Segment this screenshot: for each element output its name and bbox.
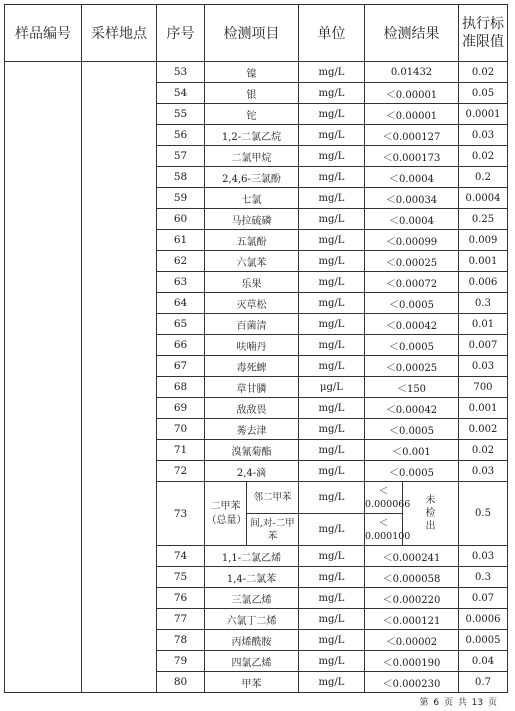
seq-cell: 76 bbox=[157, 588, 205, 609]
header-item: 检测项目 bbox=[205, 5, 299, 62]
seq-cell: 64 bbox=[157, 293, 205, 314]
limit-cell: 0.02 bbox=[459, 146, 508, 167]
unit-cell: mg/L bbox=[299, 567, 365, 588]
unit-cell: mg/L bbox=[299, 272, 365, 293]
item-cell: 银 bbox=[205, 83, 299, 104]
result-cell: ＜0.000220 bbox=[365, 588, 459, 609]
seq-cell: 68 bbox=[157, 377, 205, 398]
unit-cell: mg/L bbox=[299, 398, 365, 419]
item-cell: 1,2-二氯乙烷 bbox=[205, 125, 299, 146]
item-cell: 毒死蜱 bbox=[205, 356, 299, 377]
unit-cell: mg/L bbox=[299, 514, 365, 546]
seq-cell: 75 bbox=[157, 567, 205, 588]
limit-cell: 0.0001 bbox=[459, 104, 508, 125]
item-cell: 二氯甲烷 bbox=[205, 146, 299, 167]
combined-result-cell bbox=[403, 482, 459, 546]
item-cell: 溴氰菊酯 bbox=[205, 440, 299, 461]
limit-cell: 0.03 bbox=[459, 356, 508, 377]
group-item-cell bbox=[205, 482, 247, 546]
item-cell: 百菌清 bbox=[205, 314, 299, 335]
limit-cell: 0.04 bbox=[459, 651, 508, 672]
group-item-label: 二甲苯（总量） bbox=[206, 500, 247, 526]
unit-cell: mg/L bbox=[299, 293, 365, 314]
seq-cell: 63 bbox=[157, 272, 205, 293]
seq-cell: 57 bbox=[157, 146, 205, 167]
limit-cell: 0.03 bbox=[459, 125, 508, 146]
item-cell: 丙烯酰胺 bbox=[205, 630, 299, 651]
item-cell: 1,4-二氯苯 bbox=[205, 567, 299, 588]
sample-id-cell bbox=[5, 62, 82, 693]
item-cell: 铊 bbox=[205, 104, 299, 125]
item-cell: 灭草松 bbox=[205, 293, 299, 314]
result-cell: ＜0.0005 bbox=[365, 335, 459, 356]
limit-cell: 0.01 bbox=[459, 314, 508, 335]
unit-cell: mg/L bbox=[299, 609, 365, 630]
item-cell: 六氯苯 bbox=[205, 251, 299, 272]
seq-cell: 77 bbox=[157, 609, 205, 630]
seq-cell: 71 bbox=[157, 440, 205, 461]
limit-cell: 0.5 bbox=[459, 482, 508, 546]
result-cell: ＜0.00025 bbox=[365, 251, 459, 272]
sub-result-value: ＜0.000066 bbox=[365, 485, 411, 510]
header-sample-id: 样品编号 bbox=[5, 5, 82, 62]
item-cell: 乐果 bbox=[205, 272, 299, 293]
result-cell: ＜150 bbox=[365, 377, 459, 398]
limit-cell: 0.2 bbox=[459, 167, 508, 188]
seq-cell: 80 bbox=[157, 672, 205, 693]
result-cell: ＜0.0005 bbox=[365, 419, 459, 440]
result-cell: ＜0.00072 bbox=[365, 272, 459, 293]
sub-result-cell bbox=[365, 514, 411, 546]
unit-cell: mg/L bbox=[299, 461, 365, 482]
seq-cell: 53 bbox=[157, 62, 205, 83]
seq-cell: 56 bbox=[157, 125, 205, 146]
limit-cell: 0.001 bbox=[459, 251, 508, 272]
report-page bbox=[4, 4, 511, 693]
result-cell: ＜0.00025 bbox=[365, 356, 459, 377]
result-cell: ＜0.000127 bbox=[365, 125, 459, 146]
test-results-table bbox=[4, 4, 508, 693]
result-cell: ＜0.000190 bbox=[365, 651, 459, 672]
unit-cell: mg/L bbox=[299, 209, 365, 230]
unit-cell: mg/L bbox=[299, 335, 365, 356]
header-seq: 序号 bbox=[157, 5, 205, 62]
seq-cell: 65 bbox=[157, 314, 205, 335]
seq-cell: 72 bbox=[157, 461, 205, 482]
result-cell: ＜0.00002 bbox=[365, 630, 459, 651]
header-location: 采样地点 bbox=[82, 5, 157, 62]
unit-cell: mg/L bbox=[299, 83, 365, 104]
limit-cell: 0.006 bbox=[459, 272, 508, 293]
location-cell bbox=[82, 62, 157, 693]
sub-item-label: 间,对-二甲苯 bbox=[250, 517, 295, 542]
unit-cell: mg/L bbox=[299, 230, 365, 251]
limit-cell: 0.03 bbox=[459, 546, 508, 567]
unit-cell: mg/L bbox=[299, 314, 365, 335]
unit-cell: mg/L bbox=[299, 146, 365, 167]
unit-cell: mg/L bbox=[299, 167, 365, 188]
unit-cell: mg/L bbox=[299, 651, 365, 672]
limit-cell: 0.0005 bbox=[459, 630, 508, 651]
result-cell: ＜0.00042 bbox=[365, 398, 459, 419]
unit-cell: mg/L bbox=[299, 62, 365, 83]
unit-cell: mg/L bbox=[299, 440, 365, 461]
limit-cell: 0.25 bbox=[459, 209, 508, 230]
item-cell: 三氯乙烯 bbox=[205, 588, 299, 609]
sub-result-cell bbox=[365, 482, 411, 514]
unit-cell: mg/L bbox=[299, 546, 365, 567]
limit-cell: 0.3 bbox=[459, 293, 508, 314]
limit-cell: 0.02 bbox=[459, 62, 508, 83]
unit-cell: mg/L bbox=[299, 104, 365, 125]
seq-cell: 60 bbox=[157, 209, 205, 230]
result-cell: ＜0.000058 bbox=[365, 567, 459, 588]
seq-cell: 58 bbox=[157, 167, 205, 188]
seq-cell: 70 bbox=[157, 419, 205, 440]
result-cell: ＜0.0005 bbox=[365, 461, 459, 482]
seq-cell: 62 bbox=[157, 251, 205, 272]
unit-cell: μg/L bbox=[299, 377, 365, 398]
limit-cell: 0.007 bbox=[459, 335, 508, 356]
limit-cell: 0.3 bbox=[459, 567, 508, 588]
unit-cell: mg/L bbox=[299, 482, 365, 514]
unit-cell: mg/L bbox=[299, 251, 365, 272]
item-cell: 镍 bbox=[205, 62, 299, 83]
item-cell: 甲苯 bbox=[205, 672, 299, 693]
sub-item-cell bbox=[247, 514, 299, 546]
unit-cell: mg/L bbox=[299, 188, 365, 209]
item-cell: 五氯酚 bbox=[205, 230, 299, 251]
item-cell: 2,4,6-三氯酚 bbox=[205, 167, 299, 188]
seq-cell: 74 bbox=[157, 546, 205, 567]
seq-cell: 66 bbox=[157, 335, 205, 356]
seq-cell: 59 bbox=[157, 188, 205, 209]
seq-cell: 73 bbox=[157, 482, 205, 546]
unit-cell: mg/L bbox=[299, 125, 365, 146]
sub-result-value: ＜0.000100 bbox=[365, 517, 411, 542]
result-cell: ＜0.000230 bbox=[365, 672, 459, 693]
limit-cell: 0.07 bbox=[459, 588, 508, 609]
result-cell: ＜0.00042 bbox=[365, 314, 459, 335]
item-cell: 1,1-二氯乙烯 bbox=[205, 546, 299, 567]
seq-cell: 55 bbox=[157, 104, 205, 125]
sub-item-cell bbox=[247, 482, 299, 514]
unit-cell: mg/L bbox=[299, 672, 365, 693]
result-cell: ＜0.0005 bbox=[365, 293, 459, 314]
result-cell: ＜0.0004 bbox=[365, 167, 459, 188]
limit-cell: 700 bbox=[459, 377, 508, 398]
result-cell: ＜0.000173 bbox=[365, 146, 459, 167]
seq-cell: 67 bbox=[157, 356, 205, 377]
header-result: 检测结果 bbox=[365, 5, 459, 62]
unit-cell: mg/L bbox=[299, 588, 365, 609]
limit-cell: 0.05 bbox=[459, 83, 508, 104]
page-number: 第 6 页 共 13 页 bbox=[419, 698, 497, 708]
unit-cell: mg/L bbox=[299, 630, 365, 651]
limit-cell: 0.001 bbox=[459, 398, 508, 419]
sub-item-label: 邻二甲苯 bbox=[253, 492, 292, 503]
unit-cell: mg/L bbox=[299, 356, 365, 377]
item-cell: 呋喃丹 bbox=[205, 335, 299, 356]
result-cell: ＜0.000241 bbox=[365, 546, 459, 567]
header-unit: 单位 bbox=[299, 5, 365, 62]
result-cell: ＜0.00001 bbox=[365, 104, 459, 125]
result-cell: ＜0.0004 bbox=[365, 209, 459, 230]
limit-cell: 0.002 bbox=[459, 419, 508, 440]
limit-cell: 0.009 bbox=[459, 230, 508, 251]
result-cell: ＜0.00099 bbox=[365, 230, 459, 251]
limit-cell: 0.0006 bbox=[459, 609, 508, 630]
seq-cell: 79 bbox=[157, 651, 205, 672]
result-cell: 0.01432 bbox=[365, 62, 459, 83]
item-cell: 敌敌畏 bbox=[205, 398, 299, 419]
item-cell: 马拉硫磷 bbox=[205, 209, 299, 230]
limit-cell: 0.0004 bbox=[459, 188, 508, 209]
item-cell: 四氯乙烯 bbox=[205, 651, 299, 672]
limit-cell: 0.02 bbox=[459, 440, 508, 461]
seq-cell: 54 bbox=[157, 83, 205, 104]
seq-cell: 78 bbox=[157, 630, 205, 651]
header-row bbox=[5, 5, 508, 62]
item-cell: 莠去津 bbox=[205, 419, 299, 440]
seq-cell: 69 bbox=[157, 398, 205, 419]
table-row bbox=[5, 62, 508, 83]
item-cell: 六氯丁二烯 bbox=[205, 609, 299, 630]
header-standard-limit: 执行标准限值 bbox=[459, 5, 508, 62]
result-cell: ＜0.00001 bbox=[365, 83, 459, 104]
limit-cell: 0.03 bbox=[459, 461, 508, 482]
item-cell: 七氯 bbox=[205, 188, 299, 209]
result-cell: ＜0.00034 bbox=[365, 188, 459, 209]
combined-result-value: 未检出 bbox=[425, 495, 436, 532]
item-cell: 2,4-滴 bbox=[205, 461, 299, 482]
limit-cell: 0.7 bbox=[459, 672, 508, 693]
result-cell: ＜0.001 bbox=[365, 440, 459, 461]
seq-cell: 61 bbox=[157, 230, 205, 251]
item-cell: 草甘膦 bbox=[205, 377, 299, 398]
result-cell: ＜0.000121 bbox=[365, 609, 459, 630]
unit-cell: mg/L bbox=[299, 419, 365, 440]
